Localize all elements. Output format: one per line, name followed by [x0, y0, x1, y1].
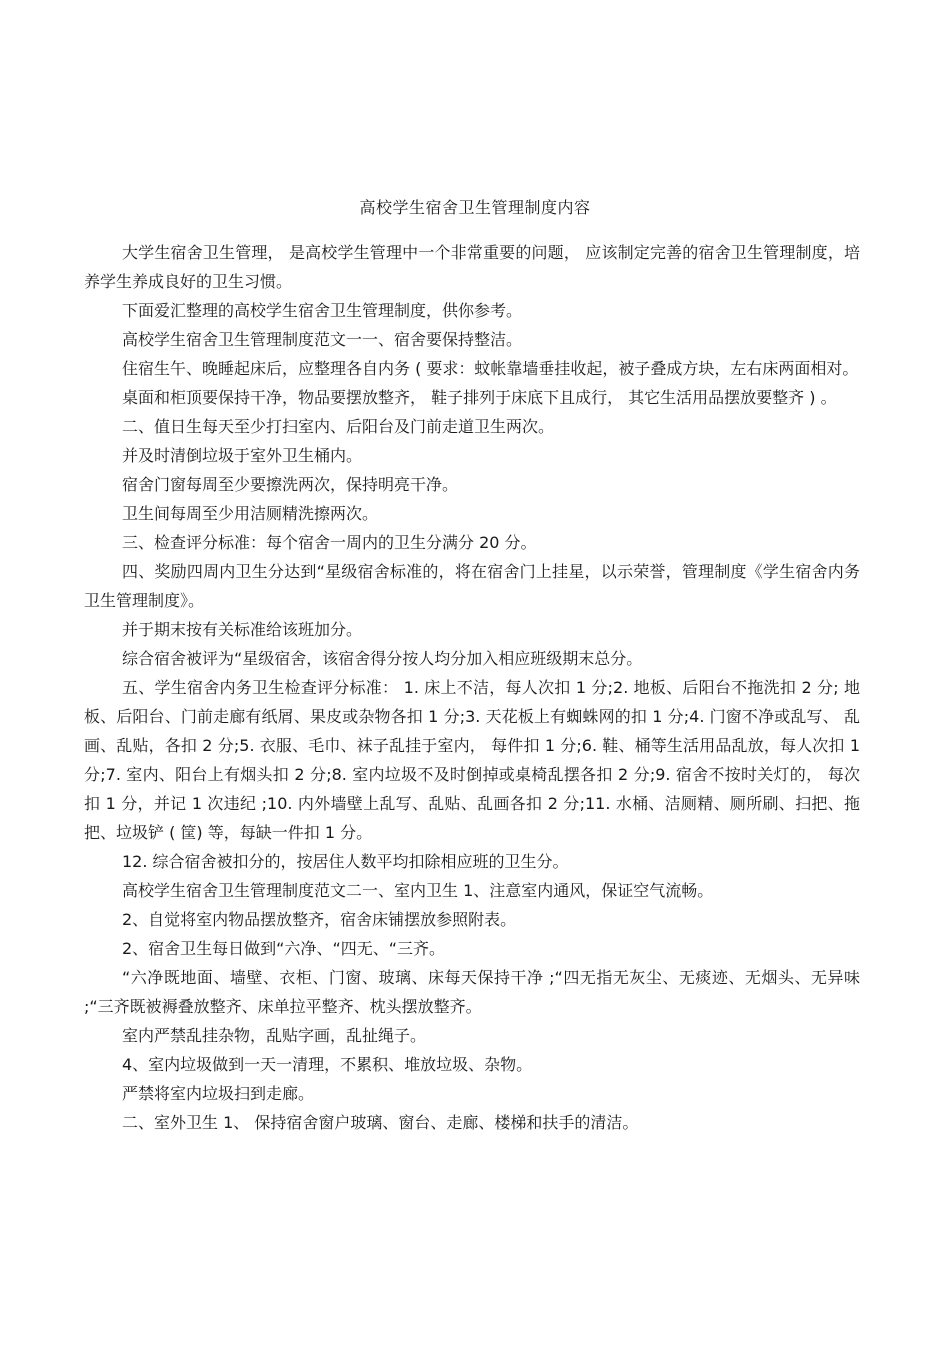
paragraph: 桌面和柜顶要保持干净，物品要摆放整齐， 鞋子排列于床底下且成行， 其它生活用品摆放要整齐 ) 。 — [122, 388, 837, 407]
paragraph: 三、检查评分标准：每个宿舍一周内的卫生分满分 20 分。 — [122, 533, 537, 552]
paragraph: 二、室外卫生 1、 保持宿舍窗户玻璃、窗台、走廊、楼梯和扶手的清洁。 — [122, 1113, 639, 1132]
paragraph: 宿舍门窗每周至少要擦洗两次，保持明亮干净。 — [122, 475, 459, 494]
paragraph: 2、自觉将室内物品摆放整齐，宿舍床铺摆放参照附表。 — [122, 910, 517, 929]
paragraph: 4、室内垃圾做到一天一清理，不累积、堆放垃圾、杂物。 — [122, 1055, 533, 1074]
document-title: 高校学生宿舍卫生管理制度内容 — [359, 198, 591, 217]
paragraph: 大学生宿舍卫生管理， 是高校学生管理中一个非常重要的问题， 应该制定完善的宿舍卫生管理制度，培养学生养成良好的卫生习惯。 — [84, 243, 860, 291]
paragraph: 下面爱汇整理的高校学生宿舍卫生管理制度，供你参考。 — [122, 301, 523, 320]
paragraph: 二、值日生每天至少打扫室内、后阳台及门前走道卫生两次。 — [122, 417, 555, 436]
paragraph: 综合宿舍被评为“星级宿舍，该宿舍得分按人均分加入相应班级期末总分。 — [122, 649, 643, 668]
paragraph: 四、奖励四周内卫生分达到“星级宿舍标准的，将在宿舍门上挂星，以示荣誉，管理制度《学生宿舍内务卫生管理制度》。 — [84, 562, 860, 610]
paragraph: 卫生间每周至少用洁厕精洗擦两次。 — [122, 504, 379, 523]
paragraph: 严禁将室内垃圾扫到走廊。 — [122, 1084, 315, 1103]
paragraph: 2、宿舍卫生每日做到“六净、“四无、“三齐。 — [122, 939, 446, 958]
paragraph: 并及时清倒垃圾于室外卫生桶内。 — [122, 446, 363, 465]
paragraph: 五、学生宿舍内务卫生检查评分标准： 1. 床上不洁，每人次扣 1 分;2. 地板、后阳台不拖洗扣 2 分; 地板、后阳台、门前走廊有纸屑、果皮或杂物各扣 1 分;3. 天花板上有蜘蛛网的扣 1 分;4. 门窗不净或乱写、 乱画、乱贴，各扣 2 分;5. 衣服、毛巾、袜子乱挂于室内， 每件扣 1 分;6. 鞋、桶等生活用品乱放，每人次扣 1 分;7. 室内、阳台上有烟头扣 2 分;8. 室内垃圾不及时倒掉或桌椅乱摆各扣 2 分;9. 宿舍不按时关灯的， 每次扣 1 分，并记 1 次违纪 ;10. 内外墙壁上乱写、乱贴、乱画各扣 2 分;11. 水桶、洁厕精、厕所刷、扫把、拖把、垃圾铲 ( 筐) 等，每缺一件扣 1 分。 — [84, 678, 860, 842]
paragraph: 高校学生宿舍卫生管理制度范文二一、室内卫生 1、注意室内通风，保证空气流畅。 — [122, 881, 714, 900]
document-body — [84, 238, 860, 1137]
paragraph: 12. 综合宿舍被扣分的，按居住人数平均扣除相应班的卫生分。 — [122, 852, 569, 871]
paragraph: 住宿生午、晚睡起床后，应整理各自内务 ( 要求：蚊帐靠墙垂挂收起，被子叠成方块，左右床两面相对。 — [122, 359, 859, 378]
paragraph: “六净既地面、墙壁、衣柜、门窗、玻璃、床每天保持干净 ;“四无指无灰尘、无痰迹、无烟头、无异味 ;“三齐既被褥叠放整齐、床单拉平整齐、枕头摆放整齐。 — [84, 968, 860, 1016]
paragraph: 高校学生宿舍卫生管理制度范文一一、宿舍要保持整洁。 — [122, 330, 523, 349]
paragraph: 室内严禁乱挂杂物，乱贴字画，乱扯绳子。 — [122, 1026, 427, 1045]
paragraph: 并于期末按有关标准给该班加分。 — [122, 620, 363, 639]
